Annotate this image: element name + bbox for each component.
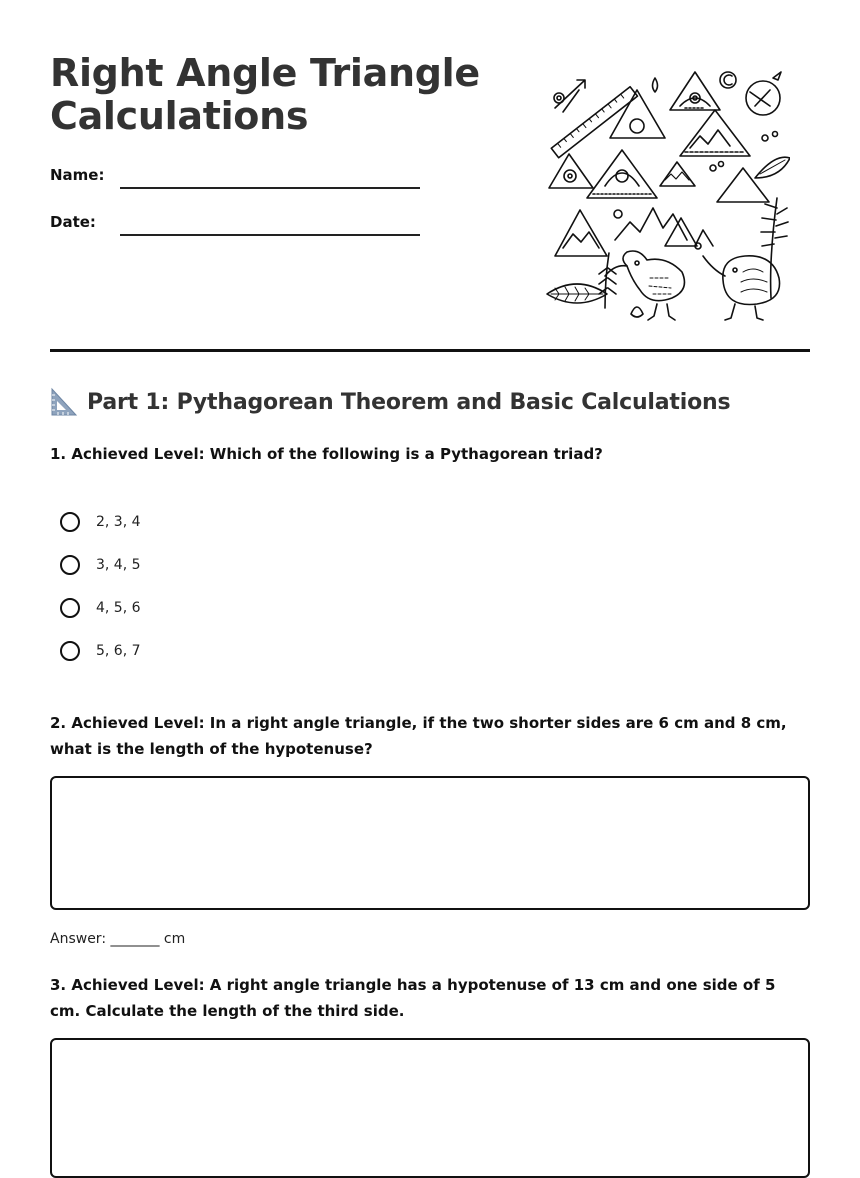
triangles-and-kiwi-doodle-icon: [545, 68, 790, 323]
question-1-option-4[interactable]: [60, 641, 141, 661]
header-divider: [50, 349, 810, 352]
option-label: 5, 6, 7: [96, 643, 141, 659]
question-3-answer-box[interactable]: [50, 1038, 810, 1178]
name-field[interactable]: [120, 187, 420, 189]
radio-button[interactable]: [60, 598, 80, 618]
question-3-text: 3. Achieved Level: A right angle triangle has a hypotenuse of 13 cm and one side of 5 cm. Calculate the length of the third side.: [50, 976, 776, 1020]
section-title: Part 1: Pythagorean Theorem and Basic Calculations: [87, 389, 731, 415]
radio-button[interactable]: [60, 641, 80, 661]
set-square-icon: [50, 387, 78, 417]
radio-button[interactable]: [60, 555, 80, 575]
option-label: 2, 3, 4: [96, 514, 141, 530]
date-field[interactable]: [120, 234, 420, 236]
question-2-answer-box[interactable]: [50, 776, 810, 910]
page-title: [50, 52, 480, 138]
question-2-text: 2. Achieved Level: In a right angle triangle, if the two shorter sides are 6 cm and 8 cm, what is the length of the hypotenuse?: [50, 714, 787, 758]
section-heading: [50, 387, 730, 417]
name-label: Name:: [50, 166, 105, 184]
date-label: Date:: [50, 213, 96, 231]
question-1-text: 1. Achieved Level: Which of the following is a Pythagorean triad?: [50, 445, 603, 463]
question-2-answer-line: Answer: _______ cm: [50, 931, 186, 947]
radio-button[interactable]: [60, 512, 80, 532]
question-1-option-3[interactable]: [60, 598, 141, 618]
title-line-2: Calculations: [50, 94, 309, 138]
question-1-option-2[interactable]: [60, 555, 141, 575]
option-label: 4, 5, 6: [96, 600, 141, 616]
question-1-option-1[interactable]: [60, 512, 141, 532]
option-label: 3, 4, 5: [96, 557, 141, 573]
title-line-1: Right Angle Triangle: [50, 51, 480, 95]
